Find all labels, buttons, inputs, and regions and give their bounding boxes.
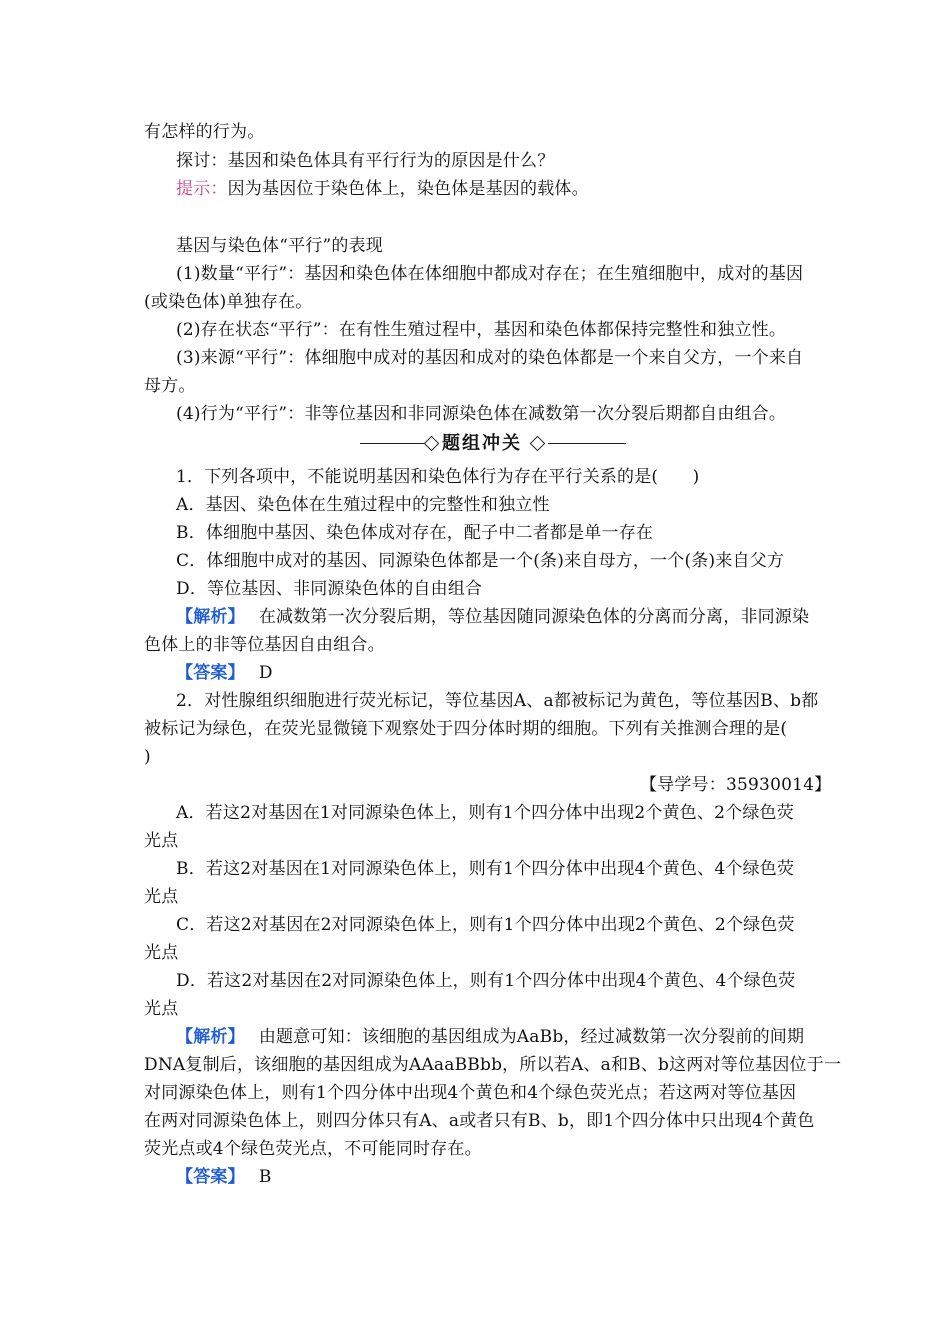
guide-number: 【导学号：35930014】 (640, 775, 832, 795)
hint (176, 178, 589, 200)
section-banner (360, 432, 626, 456)
q1-stem: 1．下列各项中，不能说明基因和染色体行为存在平行关系的是( ) (176, 467, 700, 487)
summary-point-4: (4)行为“平行”：非等位基因和非同源染色体在减数第一次分裂后期都自由组合。 (176, 404, 787, 424)
q2-analysis-line-5: 荧光点或4个绿色荧光点，不可能同时存在。 (144, 1139, 482, 1159)
answer-label: 【答案】 (176, 1167, 245, 1187)
banner-title: 题组冲关 (442, 433, 522, 454)
summary-point-3-cont: 母方。 (144, 376, 196, 396)
banner-rule-left (360, 443, 424, 444)
q2-stem-cont: 被标记为绿色，在荧光显微镜下观察处于四分体时期的细胞。下列有关推测合理的是( (144, 719, 788, 739)
summary-point-1: (1)数量“平行”：基因和染色体在体细胞中都成对存在；在生殖细胞中，成对的基因 (176, 264, 804, 284)
q1-analysis (176, 606, 809, 628)
q2-answer (176, 1166, 272, 1188)
q2-option-d-cont: 光点 (144, 999, 179, 1019)
hint-text: 因为基因位于染色体上，染色体是基因的载体。 (227, 179, 589, 199)
q2-option-b-cont: 光点 (144, 887, 179, 907)
q2-option-c-cont: 光点 (144, 943, 179, 963)
summary-title: 基因与染色体“平行”的表现 (176, 236, 383, 256)
q2-analysis-line-3: 对同源染色体上，则有1个四分体中出现4个黄色和4个绿色荧光点；若这两对等位基因 (144, 1083, 797, 1103)
intro-line: 有怎样的行为。 (144, 122, 265, 142)
answer-value: B (258, 1167, 272, 1187)
q1-option-c: C．体细胞中成对的基因、同源染色体都是一个(条)来自母方，一个(条)来自父方 (176, 551, 785, 571)
analysis-text: 在减数第一次分裂后期，等位基因随同源染色体的分离而分离，非同源染 (258, 607, 810, 627)
banner-rule-right (548, 443, 626, 444)
q2-analysis-line-2: DNA复制后，该细胞的基因组成为AAaaBBbb，所以若A、a和B、b这两对等位基因位于一 (144, 1055, 842, 1075)
q2-option-a-cont: 光点 (144, 831, 179, 851)
summary-point-2: (2)存在状态“平行”：在有性生殖过程中，基因和染色体都保持完整性和独立性。 (176, 320, 787, 340)
q2-option-d: D．若这2对基因在2对同源染色体上，则有1个四分体中出现4个黄色、4个绿色荧 (176, 971, 796, 991)
analysis-label: 【解析】 (176, 607, 245, 627)
summary-point-1-cont: (或染色体)单独存在。 (144, 292, 313, 312)
analysis-text: 由题意可知：该细胞的基因组成为AaBb，经过减数第一次分裂前的间期 (258, 1027, 805, 1047)
answer-value: D (258, 663, 273, 683)
summary-point-3: (3)来源“平行”：体细胞中成对的基因和成对的染色体都是一个来自父方，一个来自 (176, 348, 804, 368)
discussion-question: 探讨：基因和染色体具有平行行为的原因是什么？ (176, 151, 555, 171)
diamond-icon (530, 436, 546, 452)
q2-option-c: C．若这2对基因在2对同源染色体上，则有1个四分体中出现2个黄色、2个绿色荧 (176, 915, 795, 935)
q2-option-b: B．若这2对基因在1对同源染色体上，则有1个四分体中出现4个黄色、4个绿色荧 (176, 859, 795, 879)
q1-option-d: D．等位基因、非同源染色体的自由组合 (176, 579, 483, 599)
q2-stem: 2．对性腺组织细胞进行荧光标记，等位基因A、a都被标记为黄色，等位基因B、b都 (176, 691, 819, 711)
hint-label: 提示： (176, 179, 228, 199)
q2-analysis-line-4: 在两对同源染色体上，则四分体只有A、a或者只有B、b，即1个四分体中只出现4个黄色 (144, 1111, 815, 1131)
answer-label: 【答案】 (176, 663, 245, 683)
diamond-icon (424, 436, 440, 452)
q2-option-a: A．若这2对基因在1对同源染色体上，则有1个四分体中出现2个黄色、2个绿色荧 (176, 803, 794, 823)
q1-option-a: A．基因、染色体在生殖过程中的完整性和独立性 (176, 495, 550, 515)
q1-analysis-cont: 色体上的非等位基因自由组合。 (144, 635, 385, 655)
analysis-label: 【解析】 (176, 1027, 245, 1047)
q2-analysis (176, 1026, 804, 1048)
q2-stem-end: ) (144, 747, 151, 767)
q1-option-b: B．体细胞中基因、染色体成对存在，配子中二者都是单一存在 (176, 523, 654, 543)
q1-answer (176, 662, 273, 684)
